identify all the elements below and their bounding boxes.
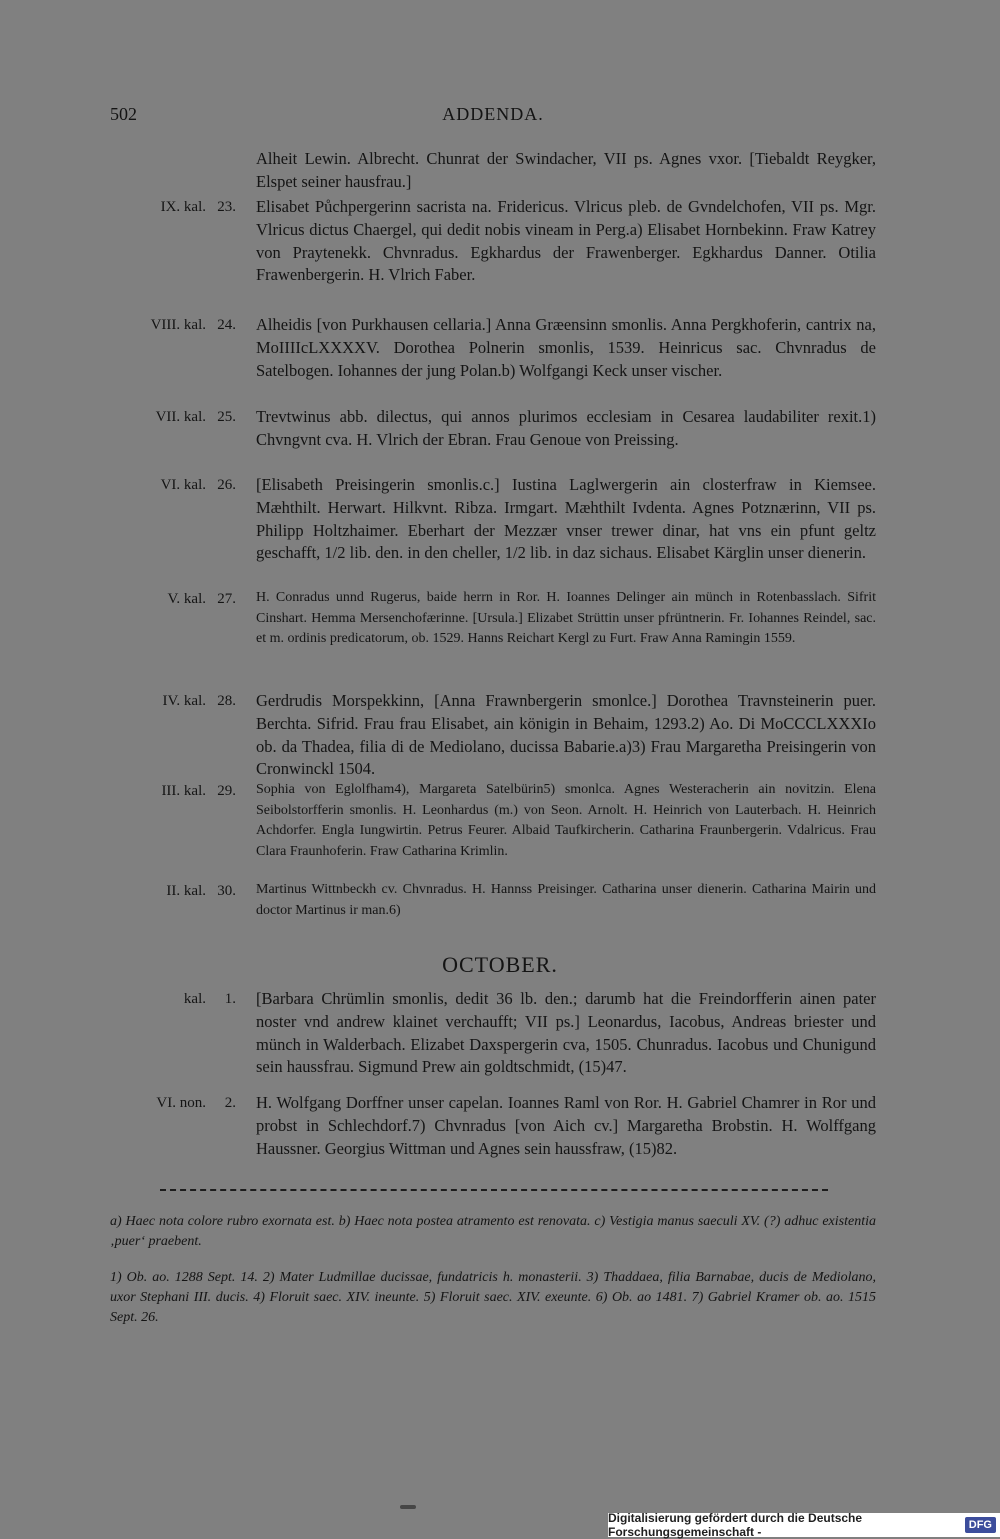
entry-day-number: 23. (217, 199, 236, 215)
entry-date-label: kal. (183, 991, 206, 1007)
entry-date-label: VI. kal. (160, 477, 206, 493)
entry-day-number: 27. (217, 591, 236, 607)
entry-text: Gerdrudis Morspekkinn, [Anna Frawnbergerin smonlce.] Dorothea Travnsteinerin puer. Berchta. Sifrid. Frau frau Elisabet, ain königin in Behaim, 1293.2) Ao. Di MoCCCLXXXIo ob. da Thadea, filia di de Mediolano, ducissa Babarie.a)3) Frau Margaretha Preisingerin von Cronwinckl 1504. (256, 691, 876, 779)
entry-day-number: 30. (217, 883, 236, 899)
entry-text: Alheidis [von Purkhausen cellaria.] Anna Græensinn smonlis. Anna Pergkhoferin, cantrix na, MoIIIIcLXXXXV. Dorothea Polnerin smonlis, 1539. Heinricus sac. Chvnradus de Satelbogen. Iohannes der jung Polan.b) Wolfgangi Keck unser vischer. (256, 315, 876, 380)
entry-text: Sophia von Eglolfham4), Margareta Satelbürin5) smonlca. Agnes Westeracherin ain novitzin. Elena Seibolstorfferin smonlis. H. Leonhardus (m.) von Seon. Arnolt. H. Heinrich von Lauterbach. H. Heinrich Achdorfer. Engla Iungwirtin. Petrus Feurer. Albaid Taufkircherin. Catharina Fraunbergerin. Vdalricus. Frau Clara Fraunhoferin. Fraw Catharina Krimlin. (256, 782, 876, 859)
entry-day-number: 24. (217, 317, 236, 333)
entry-date-label: VI. non. (156, 1095, 206, 1111)
entry-text: Trevtwinus abb. dilectus, qui annos plurimos ecclesiam in Cesarea laudabiliter rexit.1) Chvngvnt cva. H. Vlrich der Ebran. Frau Genoue von Preissing. (256, 407, 876, 449)
entry-day-number: 2. (224, 1095, 236, 1111)
entry-date-label: IX. kal. (160, 199, 206, 215)
entry-date-label: II. kal. (166, 883, 206, 899)
footnotes-numbered: 1) Ob. ao. 1288 Sept. 14. 2) Mater Ludmillae ducissae, fundatricis h. monasterii. 3) Thaddaea, filia Barnabae, ducis de Mediolano, uxor Stephani III. ducis. 4) Floruit saec. XIV. ineunte. 5) Floruit saec. XIV. exeunte. 6) Ob. ao 1481. 7) Gabriel Kramer ob. ao. 1515 Sept. 26. (110, 1270, 876, 1325)
dfg-logo: DFG (965, 1517, 996, 1533)
entry-date-label: IV. kal. (162, 693, 206, 709)
scan-artifact (400, 1505, 416, 1509)
section-divider (160, 1189, 828, 1191)
entry-text: Elisabet Půchpergerinn sacrista na. Fridericus. Vlricus pleb. de Gvndelchofen, VII ps. Mgr. Vlricus dictus Chaergel, qui dedit nobis vineam in Perg.a) Elisabet Hornbekinn. Fraw Katrey von Praytenekk. Chvnradus. Egkhardus der Frawenberger. Egkhardus Danner. Otilia Frawenbergerin. H. Vlrich Faber. (256, 197, 876, 285)
entry-text: H. Wolfgang Dorffner unser capelan. Ioannes Raml von Ror. H. Gabriel Chamrer in Ror und probst in Schlechdorf.7) Chvnradus [von Aich cv.] Margaretha Brobstin. H. Wolffgang Haussner. Georgius Wittman und Agnes sein haussfraw, (15)82. (256, 1093, 876, 1158)
entry-text: Alheit Lewin. Albrecht. Chunrat der Swindacher, VII ps. Agnes vxor. [Tiebaldt Reygker, Elspet seiner hausfrau.] (256, 149, 876, 191)
entry-day-number: 25. (217, 409, 236, 425)
entry-text: [Elisabeth Preisingerin smonlis.c.] Iustina Laglwergerin ain closterfraw in Kiemsee. Mæhthilt. Herwart. Hilkvnt. Ribza. Irmgart. Mæhthilt Ivdenta. Agnes Potznærinn, VII ps. Philipp Holtzhaimer. Eberhart der Mezzær vnser trewer dinar, hat vns ein pfunt geltz geschafft, 1/2 lib. den. in den cheller, 1/2 lib. in daz sichaus. Elisabet Kärglin unser dienerin. (256, 475, 876, 563)
entry-text: Martinus Wittnbeckh cv. Chvnradus. H. Hannss Preisinger. Catharina unser dienerin. Catharina Mairin und doctor Martinus ir man.6) (256, 882, 876, 918)
footer-text: Digitalisierung gefördert durch die Deutsche Forschungsgemeinschaft - (608, 1511, 863, 1539)
digitization-footer (608, 1513, 1000, 1537)
footnotes-lettered: a) Haec nota colore rubro exornata est. b) Haec nota postea atramento est renovata. c) Vestigia manus saeculi XV. (?) adhuc existentia ‚puer‘ praebent. (110, 1214, 876, 1249)
entry-day-number: 26. (217, 477, 236, 493)
entry-date-label: VIII. kal. (150, 317, 206, 333)
entry-text: [Barbara Chrümlin smonlis, dedit 36 lb. den.; darumb hat die Freindorfferin ainen pater noster vnd andrew klainet verchaufft; VII ps.] Leonardus, Iacobus, Andreas briester und münch in Walderbach. Elizabet Daxspergerin cva, 1505. Chunradus. Iacobus und Chunigund sein haussfrau. Sigmund Prew ain goldtschmidt, (15)47. (256, 989, 876, 1077)
month-heading: OCTOBER. (442, 952, 558, 977)
running-header (110, 104, 876, 134)
page-number: 502 (110, 104, 137, 124)
entry-date-label: III. kal. (161, 783, 206, 799)
entry-text: H. Conradus unnd Rugerus, baide herrn in Ror. H. Ioannes Delinger ain münch in Rotenbasslach. Sifrit Cinshart. Hemma Mersenchofærinne. [Ursula.] Elizabet Strüttin unser pfrüntnerin. Fr. Iohannes Reindel, sac. et m. ordinis predicatorum, ob. 1529. Hanns Reichart Kergl zu Furt. Fraw Anna Ramingin 1559. (256, 590, 876, 647)
entry-day-number: 29. (217, 783, 236, 799)
entry-date-label: V. kal. (167, 591, 206, 607)
entry-day-number: 1. (224, 991, 236, 1007)
page-title: ADDENDA. (442, 104, 544, 124)
entry-day-number: 28. (217, 693, 236, 709)
entry-date-label: VII. kal. (155, 409, 206, 425)
